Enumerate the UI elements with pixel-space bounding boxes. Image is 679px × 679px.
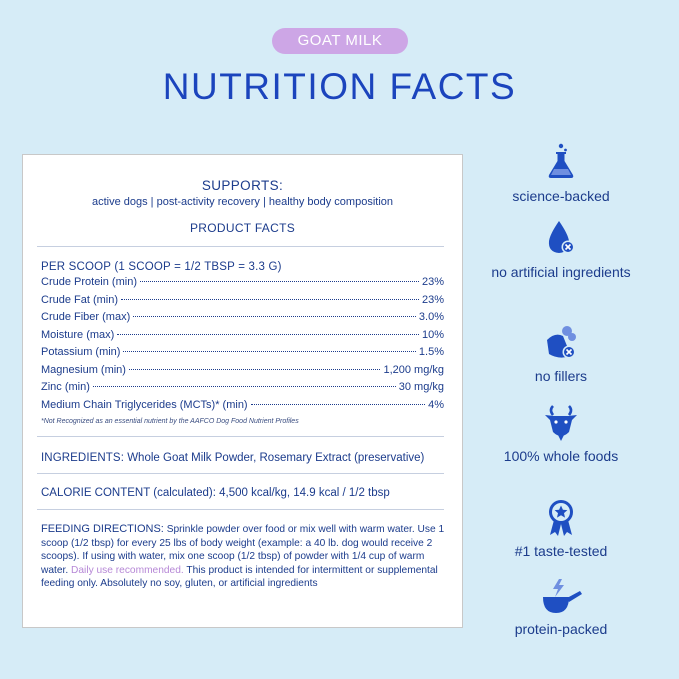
divider — [37, 246, 444, 247]
feature-science-backed — [486, 142, 636, 205]
nutrient-value: 10% — [421, 328, 444, 341]
nutrient-value: 4% — [428, 398, 444, 411]
aafco-footnote: *Not Recognized as an essential nutrient by the AAFCO Dog Food Nutrient Profiles — [41, 418, 299, 425]
nutrient-label: Moisture (max) — [41, 328, 115, 341]
feature-no-fillers — [486, 322, 636, 385]
scoop-icon — [539, 577, 583, 619]
supports-list: active dogs | post-activity recovery | healthy body composition — [91, 196, 394, 208]
divider — [37, 509, 444, 510]
nutrient-label: Crude Fiber (max) — [41, 311, 131, 323]
nutrient-value: 30 mg/kg — [398, 381, 444, 393]
nutrient-row — [41, 276, 444, 294]
feature-label: protein-packed — [514, 621, 608, 637]
feature-label: #1 taste-tested — [514, 543, 608, 559]
dot-leader — [140, 281, 419, 282]
nutrient-row — [41, 294, 444, 312]
feature-protein-packed — [486, 577, 636, 638]
dot-leader — [123, 351, 415, 352]
calorie-text: (calculated): 4,500 kcal/kg, 14.9 kcal / 1/2 tbsp — [153, 487, 390, 499]
dot-leader — [133, 316, 416, 317]
nutrient-value: 23% — [421, 276, 444, 288]
calorie-line — [41, 487, 390, 499]
goat-milk-badge: GOAT MILK — [272, 28, 408, 54]
feeding-directions — [41, 523, 449, 591]
nutrient-label: Crude Protein (min) — [41, 276, 137, 288]
page-title: NUTRITION FACTS — [162, 66, 517, 107]
nutrient-row — [41, 364, 444, 382]
nutrient-value: 3.0% — [418, 311, 444, 323]
dot-leader — [93, 386, 396, 387]
ingredients-text: Whole Goat Milk Powder, Rosemary Extract (preservative) — [127, 452, 425, 464]
award-ribbon-icon — [541, 497, 581, 537]
nutrient-value: 1.5% — [418, 346, 444, 358]
nutrient-label: Potassium (min) — [41, 346, 121, 358]
no-drop-icon — [541, 218, 581, 258]
nutrient-row — [41, 311, 444, 329]
nutrient-list — [41, 276, 444, 416]
nutrient-label: Crude Fat (min) — [41, 293, 119, 306]
product-facts-heading: PRODUCT FACTS — [189, 221, 296, 235]
nutrient-value: 23% — [421, 293, 444, 306]
goat-icon — [541, 402, 581, 442]
feeding-text-after: This product is intended for intermittent or supplemental feeding only. Absolutely no soy, gluten, or artificial ingredients — [41, 564, 438, 589]
dot-leader — [121, 299, 419, 300]
nutrient-row — [41, 399, 444, 417]
nutrient-row — [41, 381, 444, 399]
nutrient-label: Magnesium (min) — [41, 363, 126, 376]
feature-taste-tested — [486, 497, 636, 560]
feature-label: 100% whole foods — [503, 448, 619, 464]
ingredients-label: INGREDIENTS: — [41, 452, 124, 464]
no-fillers-icon — [541, 322, 581, 362]
feature-label: no fillers — [534, 368, 588, 384]
feeding-label: FEEDING DIRECTIONS: — [41, 523, 164, 535]
feature-whole-foods — [486, 402, 636, 465]
calorie-label: CALORIE CONTENT — [41, 487, 151, 499]
feature-no-artificial — [486, 218, 636, 281]
supports-heading: SUPPORTS: — [201, 178, 284, 193]
nutrient-label: Medium Chain Triglycerides (MCTs)* (min) — [41, 398, 248, 411]
dot-leader — [129, 369, 380, 370]
nutrient-row — [41, 346, 444, 364]
ingredients-line — [41, 452, 424, 464]
divider — [37, 473, 444, 474]
per-scoop-heading: PER SCOOP (1 SCOOP = 1/2 TBSP = 3.3 G) — [41, 261, 282, 273]
flask-icon — [541, 142, 581, 182]
dot-leader — [117, 334, 419, 335]
nutrient-row — [41, 329, 444, 347]
feature-label: no artificial ingredients — [491, 264, 631, 280]
dot-leader — [251, 404, 426, 405]
nutrient-label: Zinc (min) — [41, 381, 90, 393]
divider — [37, 436, 444, 437]
feeding-text: Sprinkle powder over food or mix well with warm water. Use 1 scoop (1/2 tbsp) for every 25 lbs of body weight (example: a 40 lb. dog would receive 2 scoops). If using with water, mix one scoop (1/2 tbsp) of powder with 1/4 cup of warm water. — [41, 524, 445, 576]
nutrient-value: 1,200 mg/kg — [383, 363, 444, 376]
feature-label: science-backed — [512, 188, 610, 204]
daily-use-highlight: Daily use recommended. — [71, 564, 184, 576]
nutrition-panel — [22, 154, 463, 628]
